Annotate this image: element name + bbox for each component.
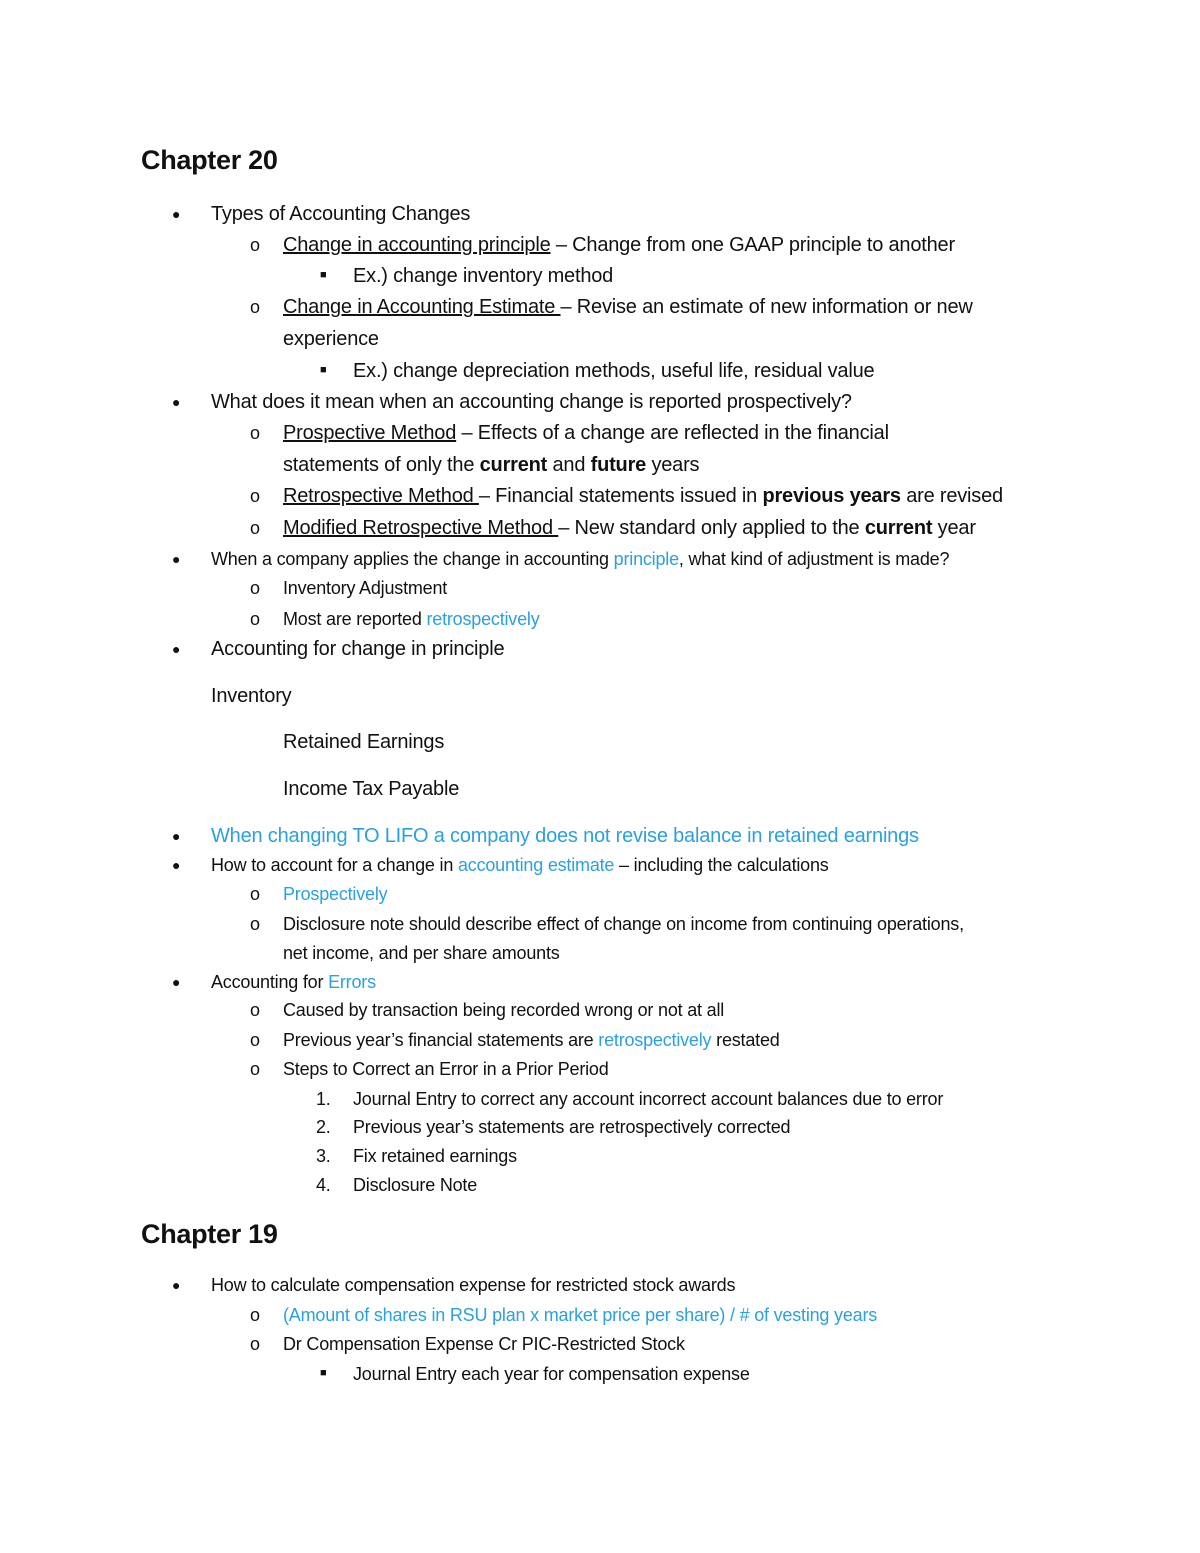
bullet-dot: ●: [172, 551, 181, 567]
bullet-dot: ●: [172, 974, 181, 990]
inventory-adjustment: Inventory Adjustment: [283, 578, 448, 598]
bullet-circle: o: [250, 235, 261, 255]
lifo-note: When changing TO LIFO a company does not revise balance in retained earnings: [211, 825, 919, 847]
bullet-square: ■: [320, 1367, 327, 1379]
change-principle-example: Ex.) change inventory method: [353, 265, 614, 287]
dr-cr-entry: Dr Compensation Expense Cr PIC-Restricted Stock: [283, 1334, 685, 1354]
text: , what kind of adjustment is made?: [678, 549, 950, 569]
chapter-19-heading: Chapter 19: [141, 1219, 278, 1249]
text: – New standard only applied to the: [558, 517, 865, 539]
change-estimate-example: Ex.) change depreciation methods, useful life, residual value: [353, 360, 875, 382]
retrospective-method-term: Retrospective Method: [283, 485, 479, 507]
modified-retrospective-item: [283, 514, 976, 542]
entry-income-tax-payable: Income Tax Payable: [283, 778, 460, 800]
accounting-principle-heading: Accounting for change in principle: [211, 638, 505, 660]
change-principle-item: [283, 231, 955, 259]
rsu-formula: (Amount of shares in RSU plan x market price per share) / # of vesting years: [283, 1305, 878, 1325]
step-number: 3.: [316, 1146, 331, 1166]
highlight-text: Errors: [328, 972, 376, 992]
highlight-text: principle: [613, 549, 679, 569]
bullet-circle: o: [250, 609, 261, 629]
step-number: 4.: [316, 1175, 331, 1195]
step-item: Journal Entry to correct any account incorrect account balances due to error: [353, 1089, 944, 1109]
bold-text: current: [864, 517, 933, 539]
step-item: Previous year’s statements are retrospectively corrected: [353, 1117, 791, 1137]
bullet-dot: ●: [172, 641, 181, 657]
caused-by: Caused by transaction being recorded wrong or not at all: [283, 1000, 725, 1020]
bullet-dot: ●: [172, 828, 181, 844]
bullet-circle: o: [250, 297, 261, 317]
prospectively: Prospectively: [283, 884, 388, 904]
disclosure-line-1: Disclosure note should describe effect of change on income from continuing operations,: [283, 914, 964, 934]
disclosure-line-2: net income, and per share amounts: [283, 943, 560, 963]
bullet-circle: o: [250, 1000, 261, 1020]
bold-text: current: [479, 454, 548, 476]
step-number: 1.: [316, 1089, 331, 1109]
bullet-circle: o: [250, 1305, 261, 1325]
text: restated: [711, 1030, 780, 1050]
text: Previous year’s financial statements are: [283, 1030, 599, 1050]
text: Most are reported: [283, 609, 427, 629]
bold-text: previous years: [762, 485, 901, 507]
estimate-question: [211, 851, 829, 879]
change-principle-term: Change in accounting principle: [283, 234, 551, 256]
highlight-text: accounting estimate: [457, 855, 615, 875]
prospective-question: What does it mean when an accounting change is reported prospectively?: [211, 391, 852, 413]
bullet-dot: ●: [172, 394, 181, 410]
text: statements of only the: [283, 454, 480, 476]
change-estimate-item: [283, 293, 973, 321]
bullet-dot: ●: [172, 1277, 181, 1293]
text: – including the calculations: [614, 855, 829, 875]
bullet-square: ■: [320, 364, 327, 376]
step-number: 2.: [316, 1117, 331, 1137]
applies-question: [211, 545, 949, 573]
text: and: [547, 454, 591, 476]
highlight-text: retrospectively: [426, 609, 540, 629]
bold-text: future: [590, 454, 647, 476]
bullet-square: ■: [320, 269, 327, 281]
change-principle-desc: – Change from one GAAP principle to another: [550, 234, 955, 256]
bullet-circle: o: [250, 1059, 261, 1079]
bullet-dot: ●: [172, 857, 181, 873]
bullet-circle: o: [250, 486, 261, 506]
prospective-method-desc: – Effects of a change are reflected in the financial: [456, 422, 889, 444]
text: year: [932, 517, 976, 539]
bullet-circle: o: [250, 423, 261, 443]
bullet-circle: o: [250, 1030, 261, 1050]
journal-entry-note: Journal Entry each year for compensation expense: [353, 1364, 750, 1384]
accounting-errors: [211, 968, 376, 996]
step-item: Disclosure Note: [353, 1175, 478, 1195]
text: – Financial statements issued in: [478, 485, 763, 507]
bullet-dot: ●: [172, 206, 181, 222]
entry-inventory: Inventory: [211, 685, 292, 707]
text: Accounting for: [211, 972, 329, 992]
prospective-method-desc-cont: [283, 451, 699, 479]
bullet-circle: o: [250, 884, 261, 904]
text: years: [646, 454, 700, 476]
most-reported: [283, 605, 540, 633]
bullet-circle: o: [250, 578, 261, 598]
text: When a company applies the change in accounting: [211, 549, 614, 569]
text: are revised: [900, 485, 1003, 507]
prospective-method-item: [283, 419, 889, 447]
steps-title: Steps to Correct an Error in a Prior Period: [283, 1059, 609, 1079]
bullet-circle: o: [250, 518, 261, 538]
change-estimate-desc: – Revise an estimate of new information or new: [560, 296, 973, 318]
entry-retained-earnings: Retained Earnings: [283, 731, 445, 753]
step-item: Fix retained earnings: [353, 1146, 517, 1166]
modified-retrospective-term: Modified Retrospective Method: [283, 517, 559, 539]
bullet-circle: o: [250, 1334, 261, 1354]
previous-year-restated: [283, 1026, 780, 1054]
bullet-circle: o: [250, 914, 261, 934]
text: How to account for a change in: [211, 855, 458, 875]
highlight-text: retrospectively: [598, 1030, 712, 1050]
prospective-method-term: Prospective Method: [283, 422, 457, 444]
types-of-changes: Types of Accounting Changes: [211, 203, 471, 225]
change-estimate-term: Change in Accounting Estimate: [283, 296, 561, 318]
change-estimate-desc-cont: experience: [283, 328, 379, 350]
compensation-question: How to calculate compensation expense for restricted stock awards: [211, 1275, 736, 1295]
chapter-20-heading: Chapter 20: [141, 145, 278, 175]
retrospective-method-item: [283, 482, 1003, 510]
